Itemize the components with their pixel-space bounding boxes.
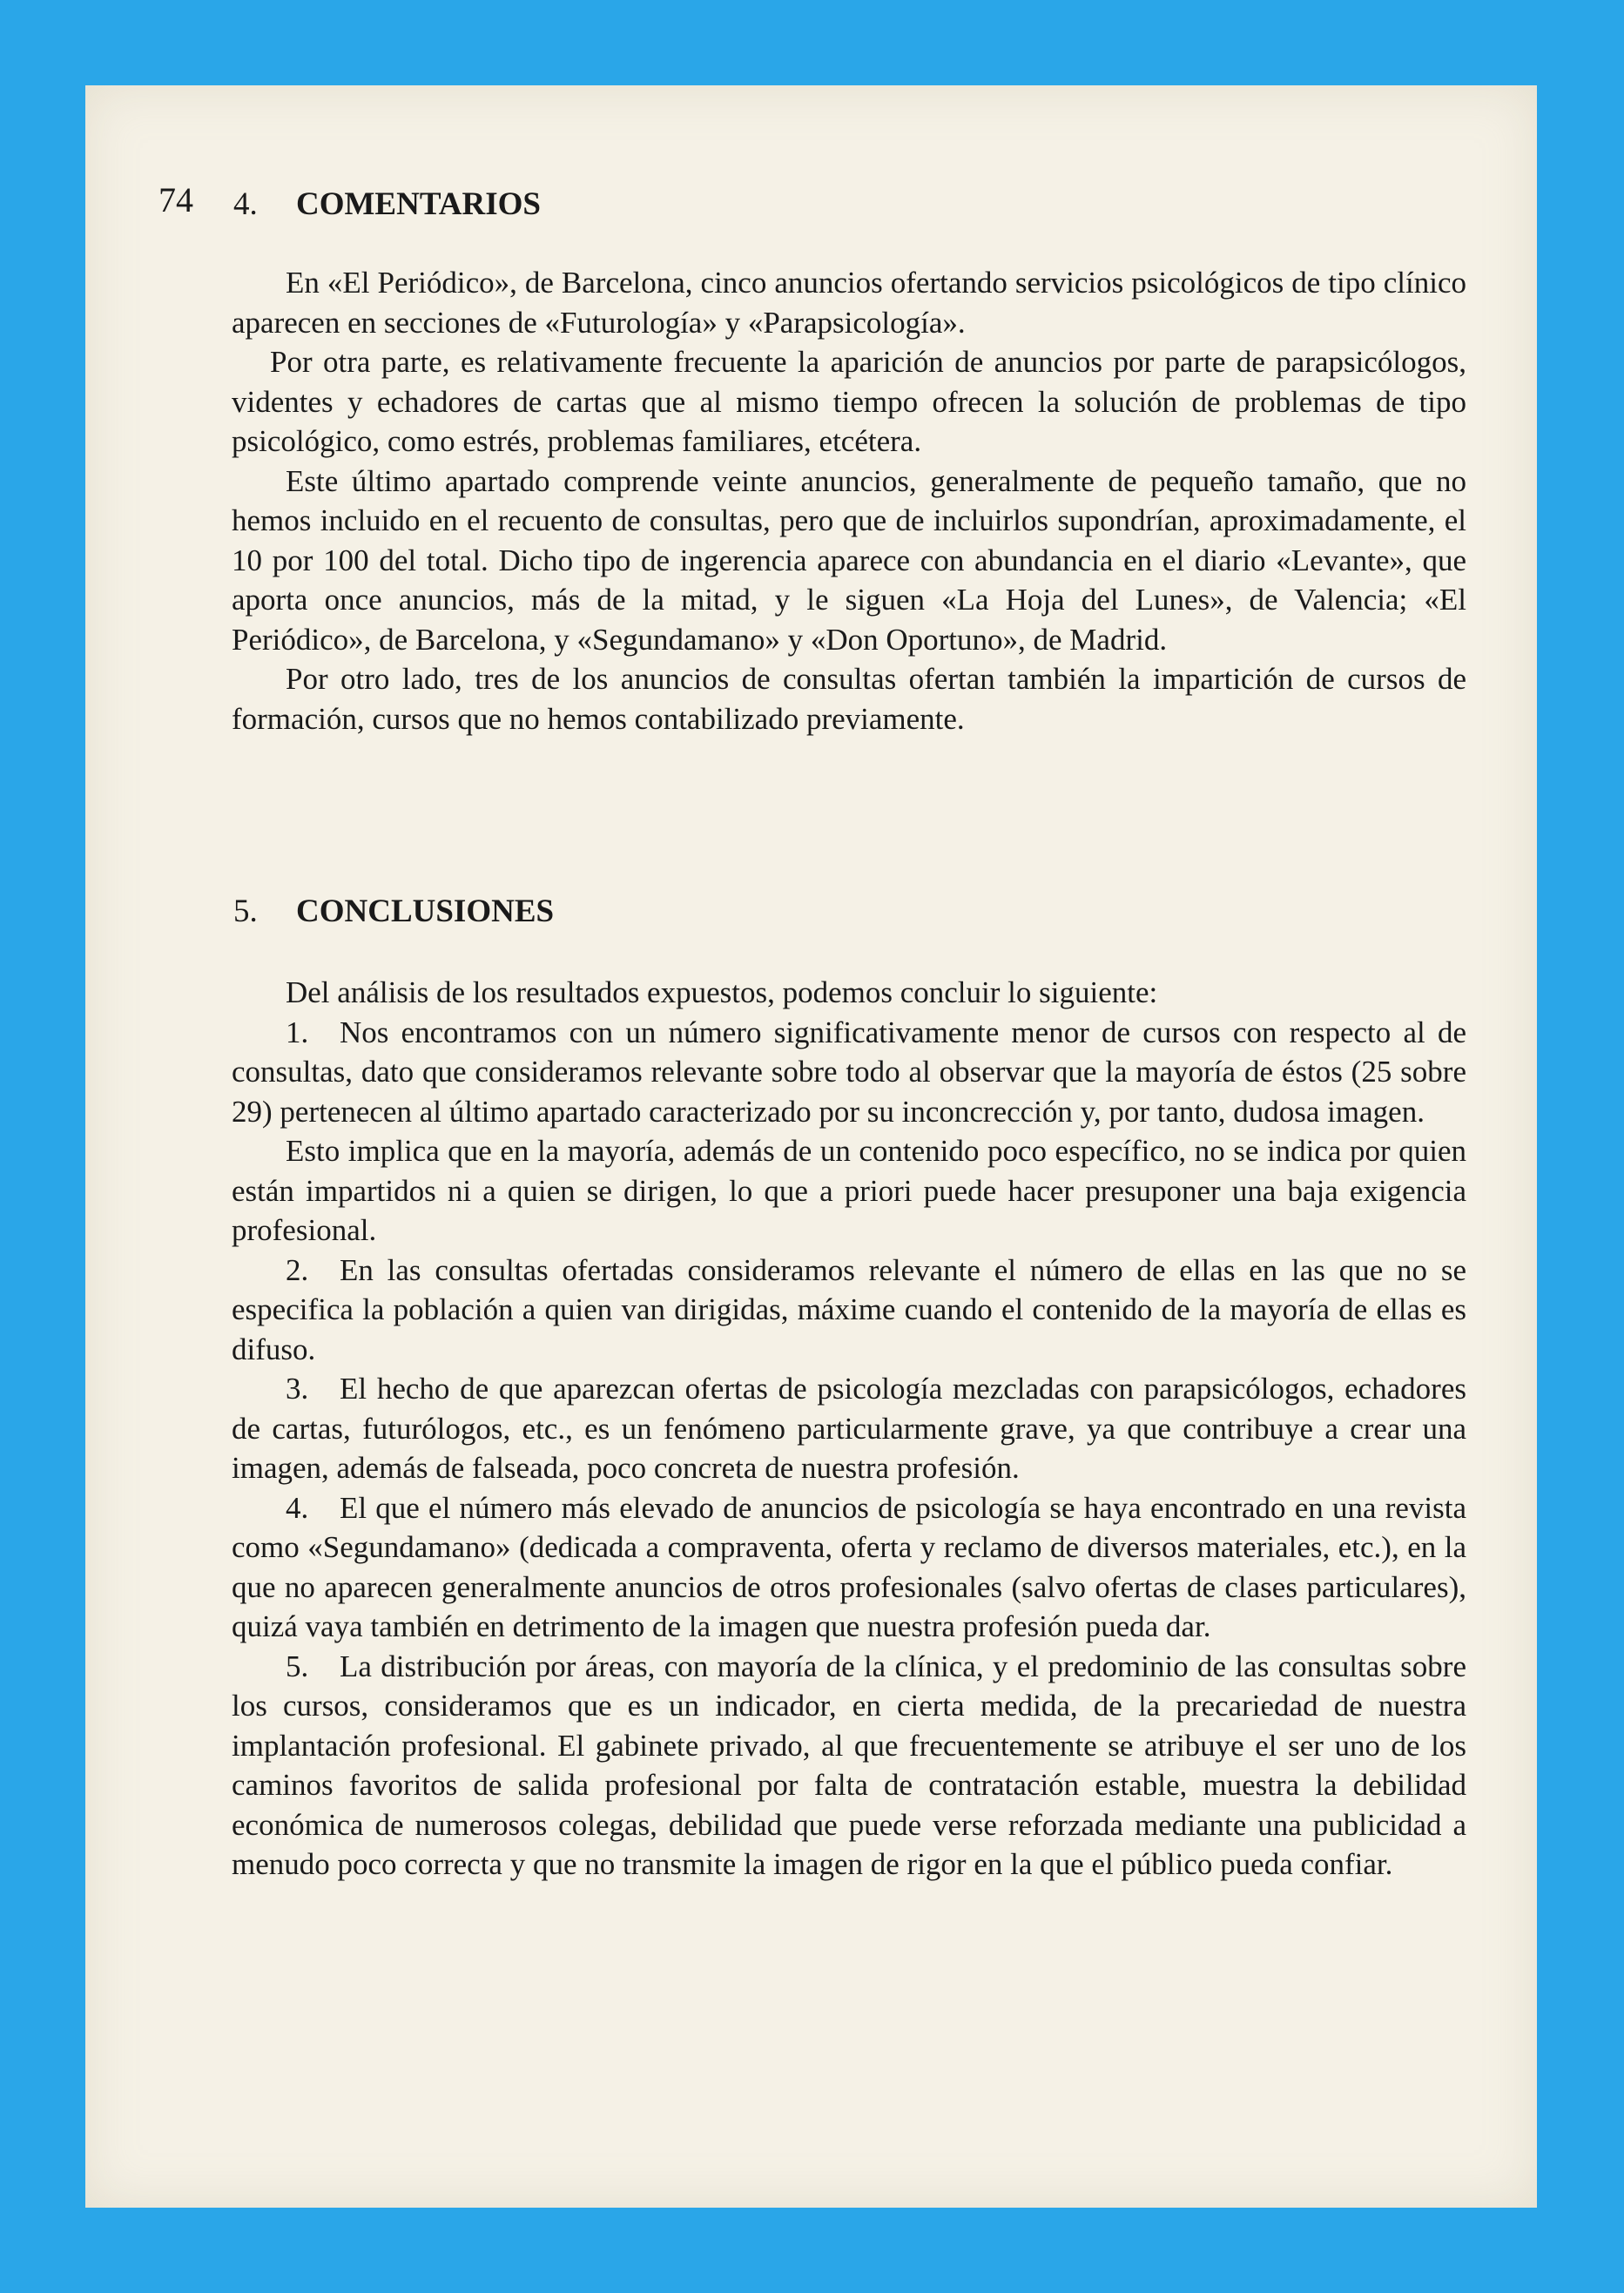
conclusion-item-2	[232, 1251, 1466, 1370]
paragraph: Por otro lado, tres de los anuncios de consultas ofertan también la impartición de cursos de formación, cursos que no hemos contabilizado previamente.	[232, 662, 1466, 736]
item-text: En las consultas ofertadas consideramos relevante el número de ellas en las que no se especifica la población a quien van dirigidas, máxime cuando el contenido de la mayoría de ellas es difuso.	[232, 1252, 1466, 1366]
item-number: 1.	[286, 1015, 309, 1049]
paragraph: Por otra parte, es relativamente frecuente la aparición de anuncios por parte de parapsicólogos, videntes y echadores de cartas que al mismo tiempo ofrecen la solución de problemas de tipo psicológico, como estrés, problemas familiares, etcétera.	[232, 345, 1466, 458]
section-4-number: 4.	[233, 186, 258, 222]
item-text: La distribución por áreas, con mayoría de la clínica, y el predominio de las consultas sobre los cursos, consideramos que es un indicador, en cierta medida, de la precariedad de nuestra implantación profesional. El gabinete privado, al que frecuentemente se atribuye el ser uno de los caminos favoritos de salida profesional por falta de contratación estable, muestra la debilidad económica de numerosos colegas, debilidad que puede verse reforzada mediante una publicidad a menudo poco correcta y que no transmite la imagen de rigor en la que el público pueda confiar.	[232, 1649, 1466, 1881]
item-text: Nos encontramos con un número significativamente menor de cursos con respecto al de consultas, dato que consideramos relevante sobre todo al observar que la mayoría de éstos (25 sobre 29) pertenecen al último apartado caracterizado por su inconcrección y, por tanto, dudosa imagen.	[232, 1015, 1466, 1129]
book-page	[85, 85, 1537, 2208]
item-number: 2.	[286, 1252, 309, 1287]
section-5-heading	[233, 895, 554, 927]
item-text: El que el número más elevado de anuncios de psicología se haya encontrado en una revista como «Segundamano» (dedicada a compraventa, oferta y reclamo de diversos materiales, etc.), en la que no aparecen generalmente anuncios de otros profesionales (salvo ofertas de clases particulares), quizá vaya también en detrimento de la imagen que nuestra profesión pueda dar.	[232, 1490, 1466, 1643]
conclusion-item-1-continued	[232, 1131, 1466, 1251]
item-text: Esto implica que en la mayoría, además de un contenido poco específico, no se indica por quien están impartidos ni a quien se dirigen, lo que a priori puede hacer presuponer una baja exigencia profesional.	[232, 1134, 1466, 1247]
section-4-body	[232, 263, 1466, 738]
item-number: 3.	[286, 1372, 309, 1406]
section-5-number: 5.	[233, 894, 258, 929]
conclusion-item-3	[232, 1369, 1466, 1488]
item-number: 5.	[286, 1649, 309, 1683]
section-5-body	[232, 973, 1466, 1885]
page-number: 74	[158, 180, 193, 219]
item-text: El hecho de que aparezcan ofertas de psicología mezcladas con parapsicólogos, echadores de cartas, futurólogos, etc., es un fenómeno particularmente grave, ya que contribuye a crear una imagen, además de falseada, poco concreta de nuestra profesión.	[232, 1372, 1466, 1485]
conclusion-item-4	[232, 1488, 1466, 1647]
section-4-title: COMENTARIOS	[296, 186, 541, 222]
conclusions-intro: Del análisis de los resultados expuestos, podemos concluir lo siguiente:	[286, 975, 1158, 1009]
conclusion-item-5	[232, 1647, 1466, 1885]
paragraph: Este último apartado comprende veinte anuncios, generalmente de pequeño tamaño, que no hemos incluido en el recuento de consultas, pero que de incluirlos supondrían, aproximadamente, el 10 por 100 del total. Dicho tipo de ingerencia aparece con abundancia en el diario «Levante», que aporta once anuncios, más de la mitad, y le siguen «La Hoja del Lunes», de Valencia; «El Periódico», de Barcelona, y «Segundamano» y «Don Oportuno», de Madrid.	[232, 463, 1466, 657]
section-5-title: CONCLUSIONES	[296, 894, 555, 929]
paragraph: En «El Periódico», de Barcelona, cinco anuncios ofertando servicios psicológicos de tipo clínico aparecen en secciones de «Futurología» y «Parapsicología».	[232, 266, 1466, 340]
section-4-heading	[233, 188, 541, 220]
conclusion-item-1	[232, 1013, 1466, 1132]
item-number: 4.	[286, 1490, 309, 1525]
